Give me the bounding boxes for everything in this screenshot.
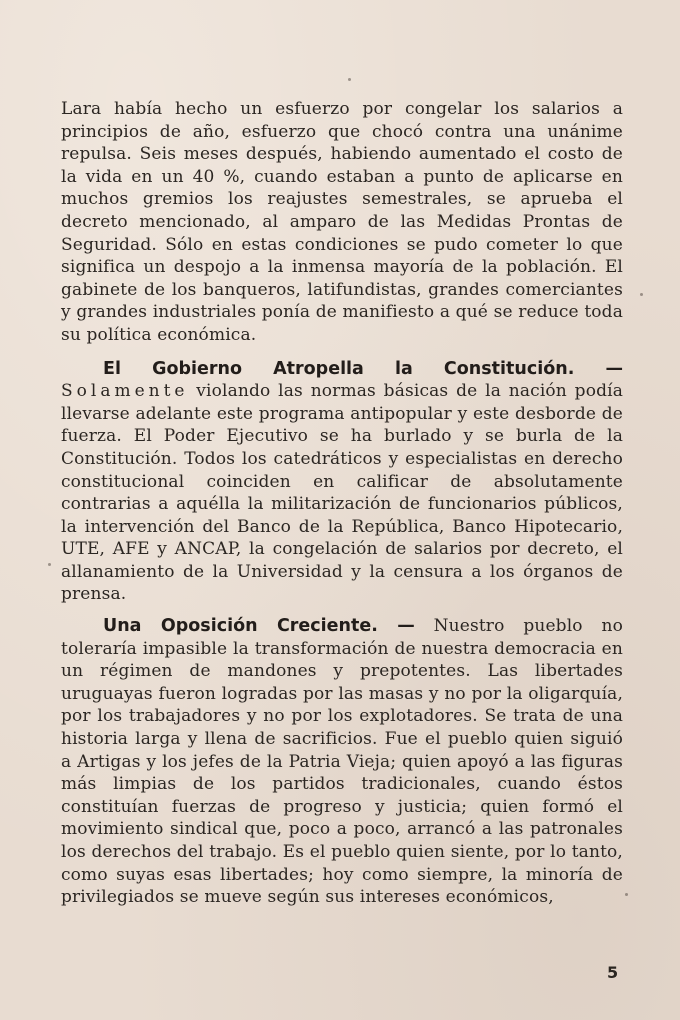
section-heading-oposicion: Una Oposición Creciente. — [103, 616, 415, 637]
paper-speck [48, 563, 51, 566]
paper-speck [640, 293, 643, 296]
paragraph-oposicion [61, 615, 623, 909]
paper-speck [625, 893, 628, 896]
section-heading-constitucion: El Gobierno Atropella la Constitución. — [103, 358, 623, 379]
body-text [61, 98, 623, 909]
paragraph-constitucion-text: violando las normas básicas de la nación podía llevarse adelante este programa antipopular y este desborde de fuerza. El Poder Ejecutivo se ha burlado y se burla de la Constitución. Todos los catedráticos y especialistas en derecho constitucional coinciden en calificar de absolutamente contrarias a aquélla la militarización de funcionarios públicos, la intervención del Banco de la República, Banco Hipotecario, UTE, AFE y ANCAP, la congelación de salarios por decreto, el allanamiento de la Universidad y la censura a los órganos de prensa. [61, 381, 623, 605]
paragraph-constitucion [61, 358, 623, 607]
paper-speck [348, 78, 351, 81]
paragraph-lead-word: Solamente [61, 381, 189, 402]
paragraph-salarios: Lara había hecho un esfuerzo por congelar los salarios a principios de año, esfuerzo que chocó contra una unánime repulsa. Seis meses después, habiendo aumentado el costo de la vida en un 40 %, cuando estaban a punto de aplicarse en muchos gremios los reajustes semestrales, se aprueba el decreto mencionado, al amparo de las Medidas Prontas de Seguridad. Sólo en estas condiciones se pudo cometer lo que significa un despojo a la inmensa mayoría de la población. El gabinete de los banqueros, latifundistas, grandes comerciantes y grandes industriales ponía de manifiesto a qué se reduce toda su política económica. [61, 99, 623, 345]
paragraph-oposicion-text: Nuestro pueblo no toleraría impasible la transformación de nuestra democracia en un régimen de mandones y prepotentes. Las libertades uruguayas fueron logradas por las masas y no por la oligarquía, por los trabajadores y no por los explotadores. Se trata de una historia larga y llena de sacrificios. Fue el pueblo quien siguió a Artigas y los jefes de la Patria Vieja; quien apoyó a las figuras más limpias de los partidos tradicionales, cuando éstos constituían fuerzas de progreso y justicia; quien formó el movimiento sindical que, poco a poco, arrancó a las patronales los derechos del trabajo. Es el pueblo quien siente, por lo tanto, como suyas esas libertades; hoy como siempre, la minoría de privilegiados se mueve según sus intereses económicos, [61, 616, 623, 908]
page-number: 5 [607, 963, 619, 982]
